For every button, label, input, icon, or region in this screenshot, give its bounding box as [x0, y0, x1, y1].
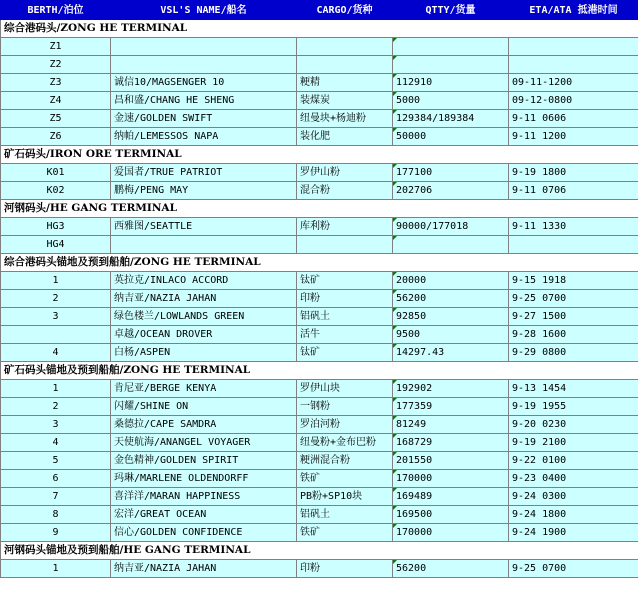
cell-eta: [509, 38, 638, 56]
section-title: 综合港码头/ZONG HE TERMINAL: [1, 20, 638, 38]
cell-vessel: 纳吉亚/NAZIA JAHAN: [111, 290, 297, 308]
cell-berth: Z6: [1, 128, 111, 146]
cell-vessel: 鹏梅/PENG MAY: [111, 182, 297, 200]
cell-berth: 1: [1, 272, 111, 290]
cell-cargo: [297, 38, 393, 56]
cell-qty: 129384/189384: [393, 110, 509, 128]
cell-eta: 9-11 0706: [509, 182, 638, 200]
cell-vessel: 金色精神/GOLDEN SPIRIT: [111, 452, 297, 470]
cell-cargo: 一钢粉: [297, 398, 393, 416]
cell-qty: 56200: [393, 560, 509, 578]
cell-eta: 9-19 2100: [509, 434, 638, 452]
table-row: [1, 272, 638, 290]
cell-berth: 7: [1, 488, 111, 506]
cell-cargo: 粳洲混合粉: [297, 452, 393, 470]
section-title: 矿石码头锚地及预到船舶/ZONG HE TERMINAL: [1, 362, 638, 380]
table-row: [1, 398, 638, 416]
cell-eta: 9-19 1800: [509, 164, 638, 182]
cell-cargo: 罗伊山粉: [297, 164, 393, 182]
table-row: [1, 92, 638, 110]
section-title: 综合港码头锚地及预到船舶/ZONG HE TERMINAL: [1, 254, 638, 272]
cell-berth: 2: [1, 290, 111, 308]
cell-vessel: 金速/GOLDEN SWIFT: [111, 110, 297, 128]
table-row: [1, 56, 638, 74]
cell-qty: 5000: [393, 92, 509, 110]
cell-vessel: 纳吉亚/NAZIA JAHAN: [111, 560, 297, 578]
cell-cargo: 印粉: [297, 560, 393, 578]
cell-berth: Z4: [1, 92, 111, 110]
cell-qty: 168729: [393, 434, 509, 452]
table-row: [1, 326, 638, 344]
cell-vessel: 白杨/ASPEN: [111, 344, 297, 362]
cell-vessel: 爱国者/TRUE PATRIOT: [111, 164, 297, 182]
section-title: 河钢码头锚地及预到船舶/HE GANG TERMINAL: [1, 542, 638, 560]
cell-eta: 9-24 1900: [509, 524, 638, 542]
cell-qty: 177359: [393, 398, 509, 416]
cell-eta: 9-19 1955: [509, 398, 638, 416]
cell-vessel: 闪耀/SHINE ON: [111, 398, 297, 416]
cell-vessel: 英拉克/INLACO ACCORD: [111, 272, 297, 290]
header-qty: QTTY/货量: [393, 1, 509, 20]
cell-cargo: 混合粉: [297, 182, 393, 200]
cell-berth: 6: [1, 470, 111, 488]
cell-cargo: 装化肥: [297, 128, 393, 146]
cell-eta: 9-11 0606: [509, 110, 638, 128]
cell-qty: 90000/177018: [393, 218, 509, 236]
table-row: [1, 524, 638, 542]
cell-berth: HG3: [1, 218, 111, 236]
cell-berth: Z5: [1, 110, 111, 128]
section-header-row: [1, 146, 638, 164]
cell-qty: 9500: [393, 326, 509, 344]
cell-qty: 177100: [393, 164, 509, 182]
cell-vessel: [111, 56, 297, 74]
section-title: 河钢码头/HE GANG TERMINAL: [1, 200, 638, 218]
cell-vessel: [111, 236, 297, 254]
cell-vessel: 信心/GOLDEN CONFIDENCE: [111, 524, 297, 542]
cell-vessel: 宏洋/GREAT OCEAN: [111, 506, 297, 524]
cell-cargo: 活牛: [297, 326, 393, 344]
cell-berth: 4: [1, 434, 111, 452]
cell-eta: 9-29 0800: [509, 344, 638, 362]
cell-qty: 50000: [393, 128, 509, 146]
cell-eta: 9-23 0400: [509, 470, 638, 488]
cell-cargo: PB粉+SP10块: [297, 488, 393, 506]
cell-cargo: 纽曼粉+金布巴粉: [297, 434, 393, 452]
header-vessel: VSL'S NAME/船名: [111, 1, 297, 20]
cell-eta: 9-11 1200: [509, 128, 638, 146]
section-title: 矿石码头/IRON ORE TERMINAL: [1, 146, 638, 164]
cell-qty: 81249: [393, 416, 509, 434]
cell-qty: 170000: [393, 470, 509, 488]
table-row: [1, 506, 638, 524]
cell-eta: 09-12-0800: [509, 92, 638, 110]
cell-eta: 9-11 1330: [509, 218, 638, 236]
cell-vessel: 肯尼亚/BERGE KENYA: [111, 380, 297, 398]
table-row: [1, 488, 638, 506]
cell-cargo: 铝矾土: [297, 308, 393, 326]
cell-qty: 201550: [393, 452, 509, 470]
table-row: [1, 38, 638, 56]
cell-berth: Z2: [1, 56, 111, 74]
cell-cargo: 纽曼块+杨迪粉: [297, 110, 393, 128]
cell-berth: 9: [1, 524, 111, 542]
cell-eta: 9-24 1800: [509, 506, 638, 524]
table-row: [1, 380, 638, 398]
cell-eta: 9-22 0100: [509, 452, 638, 470]
cell-eta: 9-27 1500: [509, 308, 638, 326]
cell-qty: 14297.43: [393, 344, 509, 362]
section-header-row: [1, 20, 638, 38]
cell-vessel: 玛琳/MARLENE OLDENDORFF: [111, 470, 297, 488]
section-header-row: [1, 200, 638, 218]
cell-qty: 169489: [393, 488, 509, 506]
cell-cargo: 铝矾土: [297, 506, 393, 524]
table-row: [1, 308, 638, 326]
cell-qty: 56200: [393, 290, 509, 308]
table-row: [1, 452, 638, 470]
cell-qty: 20000: [393, 272, 509, 290]
cell-vessel: 昌和盛/CHANG HE SHENG: [111, 92, 297, 110]
cell-cargo: 铁矿: [297, 470, 393, 488]
cell-berth: 1: [1, 560, 111, 578]
cell-berth: 3: [1, 308, 111, 326]
cell-berth: 1: [1, 380, 111, 398]
table-row: [1, 164, 638, 182]
table-row: [1, 218, 638, 236]
section-header-row: [1, 362, 638, 380]
table-row: [1, 110, 638, 128]
cell-cargo: 铁矿: [297, 524, 393, 542]
cell-vessel: 绿色楼兰/LOWLANDS GREEN: [111, 308, 297, 326]
cell-eta: 9-24 0300: [509, 488, 638, 506]
cell-berth: 3: [1, 416, 111, 434]
cell-cargo: 罗泊河粉: [297, 416, 393, 434]
cell-vessel: 卓越/OCEAN DROVER: [111, 326, 297, 344]
cell-cargo: 钛矿: [297, 344, 393, 362]
cell-berth: K02: [1, 182, 111, 200]
cell-eta: 9-25 0700: [509, 290, 638, 308]
cell-vessel: 天使航海/ANANGEL VOYAGER: [111, 434, 297, 452]
cell-vessel: 诚信10/MAGSENGER 10: [111, 74, 297, 92]
cell-qty: 170000: [393, 524, 509, 542]
table-header-row: [1, 1, 638, 20]
cell-berth: 5: [1, 452, 111, 470]
cell-eta: 09-11-1200: [509, 74, 638, 92]
cell-berth: K01: [1, 164, 111, 182]
header-eta: ETA/ATA 抵港时间: [509, 1, 638, 20]
table-row: [1, 416, 638, 434]
cell-eta: 9-28 1600: [509, 326, 638, 344]
cell-qty: 192902: [393, 380, 509, 398]
cell-vessel: 纳帕/LEMESSOS NAPA: [111, 128, 297, 146]
cell-berth: HG4: [1, 236, 111, 254]
cell-cargo: 印粉: [297, 290, 393, 308]
cell-cargo: [297, 236, 393, 254]
table-row: [1, 434, 638, 452]
section-header-row: [1, 254, 638, 272]
cell-cargo: 库利粉: [297, 218, 393, 236]
cell-cargo: 罗伊山块: [297, 380, 393, 398]
cell-qty: 112910: [393, 74, 509, 92]
table-row: [1, 290, 638, 308]
cell-vessel: 桑德拉/CAPE SAMDRA: [111, 416, 297, 434]
header-cargo: CARGO/货种: [297, 1, 393, 20]
cell-qty: [393, 236, 509, 254]
cell-qty: 169500: [393, 506, 509, 524]
cell-eta: [509, 236, 638, 254]
table-row: [1, 128, 638, 146]
cell-berth: 4: [1, 344, 111, 362]
cell-eta: [509, 56, 638, 74]
cell-cargo: [297, 56, 393, 74]
cell-eta: 9-25 0700: [509, 560, 638, 578]
cell-vessel: 西雅图/SEATTLE: [111, 218, 297, 236]
cell-eta: 9-13 1454: [509, 380, 638, 398]
cell-berth: 2: [1, 398, 111, 416]
cell-qty: [393, 38, 509, 56]
cell-eta: 9-20 0230: [509, 416, 638, 434]
table-row: [1, 560, 638, 578]
cell-cargo: 装煤炭: [297, 92, 393, 110]
section-header-row: [1, 542, 638, 560]
cell-qty: 202706: [393, 182, 509, 200]
table-row: [1, 182, 638, 200]
cell-vessel: [111, 38, 297, 56]
table-row: [1, 470, 638, 488]
cell-cargo: 钛矿: [297, 272, 393, 290]
cell-eta: 9-15 1918: [509, 272, 638, 290]
cell-qty: 92850: [393, 308, 509, 326]
cell-berth: Z3: [1, 74, 111, 92]
cell-berth: 8: [1, 506, 111, 524]
cell-berth: Z1: [1, 38, 111, 56]
cell-vessel: 喜洋洋/MARAN HAPPINESS: [111, 488, 297, 506]
table-row: [1, 236, 638, 254]
cell-berth: [1, 326, 111, 344]
table-row: [1, 344, 638, 362]
cell-cargo: 粳精: [297, 74, 393, 92]
header-berth: BERTH/泊位: [1, 1, 111, 20]
table-row: [1, 74, 638, 92]
cell-qty: [393, 56, 509, 74]
